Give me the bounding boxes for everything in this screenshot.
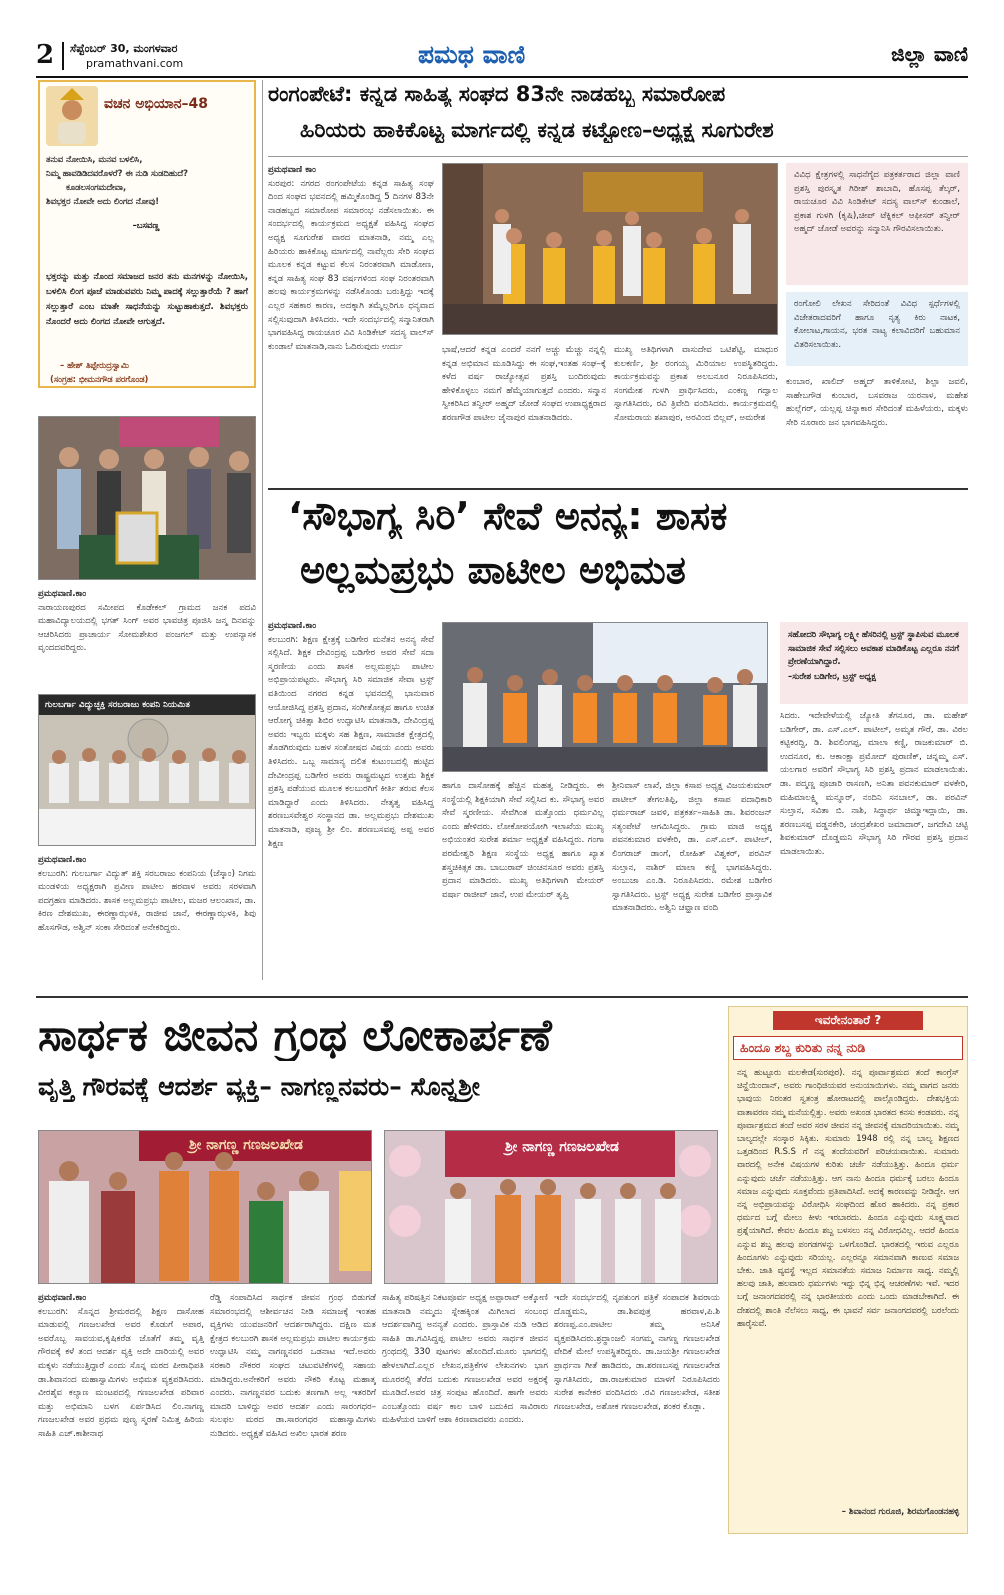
masthead-logo: ಪಮಥ ವಾಣಿ [418, 40, 526, 69]
story4-byline: ಪ್ರಮಥವಾಣಿ.ಕಾಂ [268, 621, 317, 631]
vachana-line: ಕೂಡಲಸಂಗಮದೇವಾ, [66, 182, 127, 192]
story1-rule [268, 156, 968, 157]
story4-column-1 [268, 620, 434, 990]
column-rule [262, 80, 263, 980]
story4-quote: ಸಹೋದರಿ ಸೌಭಾಗ್ಯ ಲಕ್ಷ್ಮೀ ಹೆಸರಿನಲ್ಲಿ ಟ್ರಸ್ಟ್ ಸ್ಥಾಪಿಸುವ ಮೂಲಕ ಸಾಮಾಜಿಕ ಸೇವೆ ಸಲ್ಲಿಸಲು ಅವಕಾಶ ಮಾಡಿಕೊಟ್ಟ ಎಲ್ಲರೂ ನನಗೆ ಪ್ರೇರಣೆಯಾಗಿದ್ದಾರೆ. [788, 629, 960, 667]
story5-body-1: ಕಲಬುರಗಿ: ಸೊನ್ನದ ಶ್ರೀಮಠದಲ್ಲಿ ಶಿಕ್ಷಣ ದಾಸೋಹ ಮಾಡುವಲ್ಲಿ ಗಣಜಲಖೇಡ ಅವರ ಕೊಡುಗೆ ಅಪಾರ, ಅವರೊಬ್ಬ ಸಾವಯವ,ಕೃಷಿಕರೆಡ ಜೊತೆಗೆ ತಮ್ಮ ವೃತ್ತಿ ಗೌರವಕ್ಕೆ ಕಳೆ ತಂದ ಆದರ್ಶ ವ್ಯಕ್ತಿ ಅದೇ ದಾರಿಯಲ್ಲಿ ಅವರ ಮಕ್ಕಳು ನಡೆಯುತ್ತಿದ್ದಾರೆ ಎಂದು ಸೊನ್ನ ಮಠದ ಪೀಠಾಧಿಪತಿ ಡಾ.ಶಿವಾನಂದ ಮಹಾಸ್ವಾಮಿಗಳು ಅಭಿಮತ ವ್ಯಕ್ತಪಡಿಸಿದರು. ವೀರಶೈವ ಕಲ್ಯಾಣ ಮಂಟಪದಲ್ಲಿ ಗಣಜಲಖೇಡ ಪರಿವಾರ ಮತ್ತು ಅಭಿಮಾನಿ ಬಳಗ ಏರ್ಪಡಿಸಿದ ಲಿಂ.ನಾಗಣ್ಣ ಗಣಜಲಖೇಡ ಅವರ ಪ್ರಥಮ ಪುಣ್ಯ ಸ್ಮರಣೆ ನಿಮಿತ್ತ ಹಿರಿಯ ಸಾಹಿತಿ ಎಚ್.ಕಾಶೀನಾಥ [38, 1306, 204, 1439]
opinion-credit: – ಶಿವಾನಂದ ಗುರೂಜಿ, ಶಿರಮಗೊಂಡನಹಳ್ಳಿ [841, 1506, 959, 1516]
story1-photo [442, 163, 778, 335]
story4-quote-credit: –ಸುರೇಶ ಬಡಿಗೇರ, ಟ್ರಸ್ಟ್ ಅಧ್ಯಕ್ಷ [788, 670, 876, 681]
story4-body-1: ಕಲಬುರಗಿ: ಶಿಕ್ಷಣ ಕ್ಷೇತ್ರಕ್ಕೆ ಬಡಿಗೇರ ಮನೆತನ ಅನನ್ಯ ಸೇವೆ ಸಲ್ಲಿಸಿದೆ. ಶಿಕ್ಷಕ ದೇವಿಂದ್ರಪ್ಪ ಬಡಿಗೇರ ಅವರ ಸೇವೆ ಸದಾ ಸ್ಮರಣೀಯ ಎಂದು ಶಾಸಕ ಅಲ್ಲಮಪ್ರಭು ಪಾಟೀಲ ಅಭಿಪ್ರಾಯಪಟ್ಟರು. ಸೌಭಾಗ್ಯ ಸಿರಿ ಸಮಾಜಿಕ ಸೇವಾ ಟ್ರಸ್ಟ್ ವತಿಯಿಂದ ನಗರದ ಕನ್ನಡ ಭವನದಲ್ಲಿ ಭಾನುವಾರ ಆಯೋಜಿಸಿದ್ದ ಪ್ರಶಸ್ತಿ ಪ್ರದಾನ, ಸಂಗೀತೋತ್ಸವ ಹಾಗೂ ಉಚಿತ ಆರೋಗ್ಯ ಚಿಕಿತ್ಸಾ ಶಿಬಿರ ಉದ್ಘಾಟಿಸಿ ಮಾತನಾಡಿ, ದೇವಿಂದ್ರಪ್ಪ ಅವರು ಇಬ್ಬರು ಮಕ್ಕಳು ಸಹ ಶಿಕ್ಷಣ, ಸಾಮಾಜಿಕ ಕ್ಷೇತ್ರದಲ್ಲಿ ತೊಡಗಿರುವುದು ಬಹಳ ಸಂತೋಷದ ವಿಷಯ ಎಂದು ಅವರು ತಿಳಿಸಿದರು. ಒಬ್ಬ ಸಾಮಾನ್ಯ ದಲಿತ ಕುಟುಂಬದಲ್ಲಿ ಹುಟ್ಟಿದ ದೇವೀಂದ್ರಪ್ಪ ಬಡಿಗೇರ ಅವರು ರಾಷ್ಟ್ರಮಟ್ಟದ ಉತ್ತಮ ಶಿಕ್ಷಕ ಪ್ರಶಸ್ತಿ ಪಡೆಯುವ ಮೂಲಕ ಕಲಬುರಗಿಗೆ ಕೀರ್ತಿ ತರುವ ಕೆಲಸ ಮಾಡಿದ್ದಾರೆ ಎಂದು ತಿಳಿಸಿದರು. ನೇತೃತ್ವ ವಹಿಸಿದ್ದ ಶರಣಬಸವೇಶ್ವರ ಸಂಸ್ಥಾನದ ಡಾ. ಅಲ್ಲಮಪ್ರಭು ದೇಶಮುಖ ಮಾತನಾಡಿ, ಪೂಜ್ಯ ಶ್ರೀ ಲಿಂ. ಶರಣಬಸವಪ್ಪ ಅಪ್ಪ ಅವರ ಶಿಕ್ಷಣ [268, 634, 434, 849]
story5-headline: ಸಾರ್ಥಕ ಜೀವನ ಗ್ರಂಥ ಲೋಕಾರ್ಪಣೆ [38, 1010, 552, 1061]
story1-headline: ರಂಗಂಪೇಟೆ: ಕನ್ನಡ ಸಾಹಿತ್ಯ ಸಂಘದ 83ನೇ ನಾಡಹಬ್ಬ ಸಮಾರೋಪ [268, 82, 726, 106]
header-divider [62, 42, 64, 70]
story1-body-2: ಭಾಷೆ,ಆದರೆ ಕನ್ನಡ ಎಂದರೆ ನನಗೆ ಅಚ್ಚು ಮೆಚ್ಚು ನನ್ನಲ್ಲಿ ಕನ್ನಡ ಅಭಿಮಾನ ಮೂಡಿಸಿದ್ದು ಈ ಸಂಘ,ಇಂತಹ ಸಂಘ–ಕ್ಕೆ ಕಳೆದ ವರ್ಷ ರಾಜ್ಯೋತ್ಸವ ಪ್ರಶಸ್ತಿ ಬಂದಿರುವುದು ಹೇಳಿಕೊಳ್ಳಲು ನಮಗೆ ಹೆಮ್ಮೆಯಾಗುತ್ತದೆ ಎಂದರು. ಸನ್ಮಾನ ಸ್ವೀಕರಿಸಿದ ತನ್ವೀರ್ ಅಹ್ಮದ್ ಜೋಡೆ ಸಂಘದ ಉಪಾಧ್ಯಕ್ಷರಾದ ಶರಣಗೌಡ ಪಾಟೀಲ ಜೈನಾಪುರ ಮಾತನಾಡಿದರು. [442, 345, 606, 423]
story4-column-2 [442, 780, 604, 990]
story1-body: ಸುರಪುರ: ನಗರದ ರಂಗಂಪೇಟೆಯ ಕನ್ನಡ ಸಾಹಿತ್ಯ ಸಂಘ ದಿಂದ ಸಂಘದ ಭವನದಲ್ಲಿ ಹಮ್ಮಿಕೊಂಡಿದ್ದ 5 ದಿನಗಳ 83ನೇ ನಾಡಹಬ್ಬದ ಸಮಾರೋಪ ಸಮಾರಂಭ ನಡೆಸಲಾಯಿತು. ಈ ಸಂದರ್ಭದಲ್ಲಿ ಕಾರ್ಯಕ್ರಮದ ಅಧ್ಯಕ್ಷತೆ ವಹಿಸಿದ್ದ ಸಂಘದ ಅಧ್ಯಕ್ಷ ಸೂಗುರೇಶ ವಾರದ ಮಾತನಾಡಿ, ನಮ್ಮ ಎಲ್ಲ ಹಿರಿಯರು ಹಾಕಿಕೊಟ್ಟ ಮಾರ್ಗದಲ್ಲಿ ನಾವೆಲ್ಲರು ಸೇರಿ ಸಂಘದ ಮೂಲಕ ಕನ್ನಡ ಕಟ್ಟುವ ಕೆಲಸ ನಿರಂತರವಾಗಿ ಮಾಡೋಣ, ಕನ್ನಡ ಸಾಹಿತ್ಯ ಸಂಘ 83 ವರ್ಷಗಳಿಂದ ಸಂಘ ನಿರಂತರವಾಗಿ ಹಲವು ಕಾರ್ಯಕ್ರಮಗಳನ್ನು ನಡೆಸಿಕೊಂಡು ಬರುತ್ತಿದ್ದು ಇದಕ್ಕೆ ಎಲ್ಲರ ಸಹಕಾರ ಕಾರಣ, ಅದಕ್ಕಾಗಿ ತಮ್ಮೆಲ್ಲರಿಗೂ ಧನ್ಯವಾದ ಸಲ್ಲಿಸುವುದಾಗಿ ತಿಳಿಸಿದರು. ಇದೇ ಸಂದರ್ಭದಲ್ಲಿ ಸನ್ಮಾನಿತರಾಗಿ ಭಾಗವಹಿಸಿದ್ದ ರಾಯಚೂರ ವಿವಿ ಸಿಂಡಿಕೇಟ್ ಸದಸ್ಯ ವಾಲ್‌ಸ್ ಕುಂಡಾಲೆ ಮಾತನಾಡಿ,ನಾನು ಓದಿರುವುದು ಉರ್ದು [268, 178, 434, 352]
story3-byline: ಪ್ರಮಥವಾಣಿ.ಕಾಂ [38, 855, 87, 865]
opinion-headline: ಹಿಂದೂ ಶಬ್ದ ಕುರಿತು ನನ್ನ ನುಡಿ [733, 1036, 963, 1060]
story5-column-3 [382, 1292, 548, 1532]
story2-text [38, 588, 256, 674]
story2-byline: ಪ್ರಮಥವಾಣಿ.ಕಾಂ [38, 589, 87, 599]
story1-column-4 [786, 376, 968, 480]
story1-body-4: ಕುಂಬಾರ, ಖಾಲಿದ್ ಅಹ್ಮದ್ ತಾಳಿಕೋಟಿ, ಶಿಲ್ಪಾ ಜವಲಿ, ಸಾಹೇಬಗೌಡ ಕುಂಬಾರ, ಬಸವರಾಜ ಯರನಾಳ, ಮಹೇಶ ಹುಲ್ಲೆಗರ್, ಯಲ್ಲಪ್ಪ ಚಿನ್ನಾಕಾರ ಸೇರಿದಂತೆ ಮಹಿಳೆಯರು, ಮಕ್ಕಳು ಸೇರಿ ನೂರಾರು ಜನ ಭಾಗವಹಿಸಿದ್ದರು. [786, 377, 968, 428]
story4-body-4: ಸಿದರು. ಇದೇವೇಳೆಯಲ್ಲಿ ಜ್ಯೋತಿ ತೆಗನೂರ, ಡಾ. ಮಹೇಶ್ ಬಡಿಗೇರ್, ಡಾ. ಎಸ್.ಎಲ್. ಪಾಟೀಲ್, ಅಮೃತ ಗೌರೆ, ಡಾ. ವಿಠಲ ಕಟ್ಟಿಕರದ್ದಿ, ಡಿ. ಶಿವಲಿಂಗಪ್ಪ, ಮಾಲಾ ಕಣ್ಣಿ, ರಾಜಕುಮಾರ್ ಬಿ. ಉದನೂರ, ಕು. ಆಕಾಂಕ್ಷಾ ಪ್ರಮೋದ್ ಪುರಾಣಿಕ್, ಚನ್ನಮ್ಮ ಎಸ್. ಯಲಗಾರ ಅವರಿಗೆ ಸೌಭಾಗ್ಯ ಸಿರಿ ಪ್ರಶಸ್ತಿ ಪ್ರದಾನ ಮಾಡಲಾಯಿತು. ಡಾ. ಪದ್ಮಣ್ಣ ಪೂಜಾರಿ ರಾಸಣಗಿ, ಅನಿತಾ ಪವನಕುಮಾರ್ ವಳಕೇರಿ, ಮಹಿಮಾಲಕ್ಷ್ಮಿ ಮನ್ನೂರ್, ನಂದಿನಿ ಸನಬಾಲ್, ಡಾ. ಪರವಿನ್ ಸುಲ್ತಾನ, ಸವಿತಾ ಬಿ. ನಾಶಿ, ಸಿದ್ಧಾರ್ಥ ಚಿಮ್ಮಾಇದ್ಲಾಯಿ, ಡಾ. ಶರಣಬಸಪ್ಪ ವಡ್ಡನಕೇರಿ, ಚಂದ್ರಶೇಖರ ಜಮಾದಾರ್, ಜಗದೇವಿ ಚಟ್ಟಿ ಶಿವಕುಮಾರ್ ದೊಡ್ಡಮನಿ ಸೌಭಾಗ್ಯ ಸಿರಿ ಗೌರವ ಪ್ರಶಸ್ತಿ ಪ್ರದಾನ ಮಾಡಲಾಯಿತು. [780, 711, 968, 857]
story1-subheadline: ಹಿರಿಯರು ಹಾಕಿಕೊಟ್ಟ ಮಾರ್ಗದಲ್ಲಿ ಕನ್ನಡ ಕಟ್ಟೋಣ–ಅಧ್ಯಕ್ಷ ಸೂಗುರೇಶ [300, 118, 774, 142]
vachana-author: –ಬಸವಣ್ಣ [132, 220, 160, 230]
story4-quote-box [780, 622, 968, 704]
vachana-verse [46, 152, 246, 231]
story2-body: ನಾರಾಯಣಪುರದ ಸಮೀಪದ ಕೊಡೇಕಲ್ ಗ್ರಾಮದ ಜನಕ ಪದವಿ ಮಹಾವಿದ್ಯಾಲಯದಲ್ಲಿ ಭಗತ್ ಸಿಂಗ್ ಅವರ ಭಾವಚಿತ್ರ ಪೂಜಿಸಿ ಜನ್ಮ ದಿನವನ್ನು ಆಚರಿಸಿದರು ಪ್ರಾಚಾರ್ಯ ಸೋಮಶೇಖರ ಪಂಜಗಲ್ ಮತ್ತು ಉಪನ್ಯಾಸಕ ವೃಂದದವರಿದ್ದರು. [38, 602, 256, 654]
story4-column-4 [780, 710, 968, 990]
story3-body: ಕಲಬುರಗಿ: ಗುಲಬರ್ಗಾ ವಿದ್ಯುತ್ ಶಕ್ತಿ ಸರಬರಾಜು ಕಂಪನಿಯ (ಜೆಸ್ಕಾಂ) ನಿಗಮ ಮಂಡಳಿಯ ಅಧ್ಯಕ್ಷರಾಗಿ ಪ್ರವೀಣ ಪಾಟೀಲ ಹರವಾಳ ಅವರು ಸರಳವಾಗಿ ಪದಗ್ರಹಣ ಮಾಡಿದರು. ಶಾಸಕ ಅಲ್ಲಮಪ್ರಭು ಪಾಟೀಲ, ಮಜರ ಆಲಂಖಾನ, ಡಾ. ಕಿರಣ ದೇಶಮುಖ, ಈರಣ್ಣಾಝಳಕಿ, ರಾಜೀವ ಜಾನೆ, ಈರಣ್ಣಾಝಳಕಿ, ಶಿವು ಹೊಸಗೌಡ, ಅಶ್ವಿನ್ ಸಂಕಾ ಸೇರಿದಂತೆ ಅನೇಕರಿದ್ದರು. [38, 868, 256, 933]
story5-photo-right [384, 1130, 718, 1284]
page-header [36, 40, 968, 74]
story1-honorees: ವಿವಿಧ ಕ್ಷೇತ್ರಗಳಲ್ಲಿ ಸಾಧನೆಗೈದ ಪತ್ರಕರ್ತರಾದ ಜಿಲ್ಲಾ ವಾಣಿ ಪ್ರಶಸ್ತಿ ಪುರಸ್ಕೃತ ಗಿರೀಶ್ ಶಾಬಾದಿ, ಹೊಸಪ್ಪ ತೆಲ್ಕರ್, ರಾಯಚೂರ ವಿವಿ ಸಿಂಡಿಕೇಟ್ ಸದಸ್ಯ ವಾಲ್‌ಸ್ ಕುಂಡಾಲೆ, ಪ್ರಕಾಶ ಗುಳಗಿ (ಕೃಷಿ),ಚೀಪ್ ಟೆಕ್ನಿಕಲ್ ಆಫೀಸರ್ ತನ್ವೀರ್ ಅಹ್ಮದ್ ಜೋಡೆ ಅವರನ್ನು ಸನ್ಮಾನಿಸಿ ಗೌರವಿಸಲಾಯಿತು. [794, 170, 960, 235]
story5-column-4 [554, 1292, 720, 1532]
story1-column-3 [614, 344, 778, 480]
story4-top-rule [268, 488, 968, 490]
opinion-box [728, 1006, 968, 1534]
story4-column-3 [612, 780, 772, 990]
story5-photo-left [38, 1130, 372, 1284]
section-title: ಜಿಲ್ಲಾ ವಾಣಿ [891, 42, 968, 66]
story5-column-1 [38, 1292, 204, 1532]
story5-photo-right-banner: ಶ್ರೀ ನಾಗಣ್ಣ ಗಣಜಲಖೇಡ [505, 1139, 619, 1155]
story1-winners: ರಂಗೋಲಿ ಲೇಖನ ಸೇರಿದಂತೆ ವಿವಿಧ ಸ್ಪರ್ಧೆಗಳಲ್ಲಿ ವಿಜೇತರಾದವರಿಗೆ ಹಾಗೂ ನೃತ್ಯ ಕಿರು ನಾಟಕ, ಕೋಲಾಟ,ಗಾಯನ, ಭರತ ನಾಟ್ಯ ಕಲಾವಿದರಿಗೆ ಬಹುಮಾನ ವಿತರಿಸಲಾಯಿತು. [794, 299, 960, 350]
story4-body-3: ಶ್ರೀನಿವಾಸ್ ಲಾಖೆ, ಜಿಲ್ಲಾ ಕಸಾಪ ಅಧ್ಯಕ್ಷ ವಿಜಯಕುಮಾರ್ ಪಾಟೀಲ್ ತೇಗಲತಿಪ್ಪಿ, ಜಿಲ್ಲಾ ಕಸಾಪ ಪದಾಧಿಕಾರಿ ಧರ್ಮರಾಜ್ ಜವಳಿ, ಪತ್ರಕರ್ತ–ಸಾಹಿತಿ ಡಾ. ಶಿವರಂಜನ್ ಸತ್ಯಂಪೇಟೆ ಆಗಮಿಸಿದ್ದರು. ಗ್ರಾಮ ಮಾಜಿ ಅಧ್ಯಕ್ಷ ಪವನಕುಮಾರ ವಳಕೇರಿ, ಡಾ. ಎಸ್.ಎಲ್. ಪಾಟೀಲ್, ಲಿಂಗರಾಜ್ ಡಾಂಗೆ, ರೋಹಿತ್ ವಿಶ್ವಕರ್, ಪರವಿನ್ ಸುಲ್ತಾನ, ನಾಶಿರ್ ಮಾಲಾ ಕಣ್ಣಿ ಭಾಗವಹಿಸಿದ್ದರು. ಅಂಬುಜಾ ಎಂ.ಡಿ. ನಿರೂಪಿಸಿದರು. ರಮೇಶ ಬಡಿಗೇರ ಸ್ವಾಗತಿಸಿದರು. ಟ್ರಸ್ಟ್ ಅಧ್ಯಕ್ಷ ಸುರೇಶ ಬಡಿಗೇರ ಪ್ರಾಸ್ತಾವಿಕ ಮಾತನಾಡಿದರು. ಅಶ್ವಿನಿ ಚವ್ಹಾಣ ವಂದಿ [612, 781, 772, 914]
vachana-title: ವಚನ ಅಭಿಯಾನ–48 [104, 96, 209, 112]
story5-body-3: ಸಾಹಿತ್ಯ ಪರಿಷತ್ತಿನ ನಿಕಟಪೂರ್ವ ಅಧ್ಯಕ್ಷ ಅಪ್ಪಾರಾವ್ ಅಕ್ಕೋಣಿ ಮಾತನಾಡಿ ನಮ್ಮದು ಸ್ನೇಹಕ್ಕಿಂತ ಮಿಗಿಲಾದ ಸಂಬಂಧ ಆದರ್ಶವಾಗಿದ್ದ ಅನನ್ಯತೆ ಎಂದರು. ಪ್ರಾಸ್ತಾವಿಕ ನುಡಿ ಆಡಿದ ಸಾಹಿತಿ ಡಾ.ಗವಿಸಿದ್ದಪ್ಪ ಪಾಟೀಲ ಅವರು ಸಾರ್ಥಕ ಜೀವನ ಗ್ರಂಥದಲ್ಲಿ 330 ಪುಟಗಳು ಹೊಂದಿದೆ.ಮೂರು ಭಾಗದಲ್ಲಿ ಹೇಳಲಾಗಿದೆ.ಎಲ್ಲರ ಲೇಖನ,ಪತ್ರಿಕೆಗಳ ಲೇಖನಗಳು ಭಾಗ ಮೂರರಲ್ಲಿ ತೆರೆದ ಬದುಕು ಗಣಜಲಖೇಡ ಅವರ ಅಕ್ಷರಕ್ಕೆ ಮೂಡಿದೆ.ಅವರ ಚಿತ್ರ ಸಂಪುಟ ಹೊಂದಿದೆ. ಹಾಗೇ ಅವರು ಎಂಬತ್ತೊಂದು ವರ್ಷ ಕಾಲ ಬಾಳಿ ಬದುಕಿದ ಸಾವಿರಾರು ಮಹಿಳೆಯರ ಬಾಳಿಗೆ ಆಶಾ ಕಿರಣವಾದವರು ಎಂದರು. [382, 1293, 548, 1426]
vachana-line: ತನುವ ನೋಯಿಸಿ, ಮನವ ಬಳಲಿಸಿ, [46, 154, 143, 164]
story5-body-4: ಇದೇ ಸಂದರ್ಭದಲ್ಲಿ ನೃಪತುಂಗ ಪತ್ರಿಕೆ ಸಂಪಾದಕ ಶಿವರಾಯ ದೊಡ್ಡಮನಿ, ಡಾ.ಶಿವಪುತ್ರ ಹರವಾಳ,ಪಿ.ಶಿ ಶರಣಪ್ಪ.ಎಂ.ಪಾಟೀಲ ತಮ್ಮ ಅನಿಸಿಕೆ ವ್ಯಕ್ತಪಡಿಸಿದರು.ಶ್ರದ್ಧಾಂಜಲಿ ಸಂಗಮ್ಮ ನಾಗಣ್ಣ ಗಣಜಲಖೇಡ ವೇದಿಕೆ ಮೇಲೆ ಉಪಸ್ಥಿತರಿದ್ದರು. ಡಾ.ಜಯಶ್ರೀ ಗಣಜಲಖೇಡ ಪ್ರಾರ್ಥನಾ ಗೀತೆ ಹಾಡಿದರು, ಡಾ.ಶರಣಬಸಪ್ಪ ಗಣಜಲಖೇಡ ಸ್ವಾಗತಿಸಿದರು, ಡಾ.ರಾಜಕುಮಾರ ಮಾಳಗೆ ನಿರೂಪಿಸಿದರು ಸುರೇಶ ಕಾನೇಕರ ವಂದಿಸಿದರು .ರವಿ ಗಣಜಲಖೇಡ, ಸತೀಶ ಗಣಜಲಖೇಡ, ಅಶೋಕ ಗಣಜಲಖೇಡ, ಶಂಕರ ಕೊಡ್ಲಾ. [554, 1293, 720, 1412]
vachana-box [38, 80, 256, 388]
story5-subheadline: ವೃತ್ತಿ ಗೌರವಕ್ಕೆ ಆದರ್ಶ ವ್ಯಕ್ತಿ– ನಾಗಣ್ಣನವರು– ಸೊನ್ನಶ್ರೀ [38, 1072, 480, 1101]
story5-body-2: ರೆಡ್ಡಿ ಸಂಪಾದಿಸಿದ ಸಾರ್ಥಕ ಜೀವನ ಗ್ರಂಥ ಬಿಡುಗಡೆ ಸಮಾರಂಭದಲ್ಲಿ ಆಶೀರ್ವಚನ ನೀಡಿ ಸಮಾಜಕ್ಕೆ ಇಂತಹ ವ್ಯಕ್ತಿಗಳು ಯುವಜನರಿಗೆ ಆದರ್ಶರಾಗಿದ್ದರು. ದಕ್ಷಿಣ ಮತ ಕ್ಷೇತ್ರದ ಕಲಬುರಗಿ ಶಾಸಕ ಅಲ್ಲಮಪ್ರಭು ಪಾಟೀಲ ಕಾರ್ಯಕ್ರಮ ಉದ್ಘಾಟಿಸಿ ನಮ್ಮ ನಾಗಣ್ಣನವರ ಒಡನಾಟ ಇದೆ.ಅವರು ಸರಕಾರಿ ನೌಕರರ ಸಂಘದ ಚಟುವಟಿಕೆಗಳಲ್ಲಿ ಸಹಾಯ ಮಾಡಿದ್ದರು.ಅನೇಕರಿಗೆ ಅವರು ನೌಕರಿ ಕೊಟ್ಟ ಮಹಾತ್ಮ ಎಂದರು. ನಾಗಣ್ಣನವರ ಬದುಕು ತಣಗಾಗಿ ಅಲ್ಲ ಇತರರಿಗೆ ಮಾದರಿ ಬಾಳಿದ್ದು ಅವರ ಆದರ್ಶ ಎಂದು ಸಾರಂಗಧರ– ಸುಲಫಲ ಮಠದ ಡಾ.ಸಾರಂಗಧರ ಮಹಾಸ್ವಾಮಿಗಳು ನುಡಿದರು. ಅಧ್ಯಕ್ಷತೆ ವಹಿಸಿದ ಅಖಿಲ ಭಾರತ ಶರಣ [210, 1293, 376, 1439]
opinion-body: ನನ್ನ ಹುಟ್ಟೂರು ಮಲಕೇಡ(ಸುರಪುರ). ನನ್ನ ಪೂರ್ವಾಶ್ರಮದ ತಂದೆ ಕಾಂಗ್ರೆಸ್ ಚಿನ್ಹೆಯಿಂದಾನ್, ಅವರು ಗಾಂಧಿಜಿಯವರ ಅನುಯಾಯಿಗಳು. ನಮ್ಮ ವಾಗದ ಜನರು ಭಾವುಯ ನಿರಂತರ ಸ್ವತಂತ್ರ ಹೋರಾಟದಲ್ಲಿ ಪಾಲ್ಗೊಂಡಿದ್ದರು. ದೇಶಭಕ್ತಿಯ ವಾತಾವರಣ ನಮ್ಮ ಮನೆಯಲ್ಲಿತ್ತು. ಅವರು ಅಖಂಡ ಭಾರತದ ಕನಸು ಕಂಡವರು. ನನ್ನ ಪೂರ್ವಾಶ್ರಮದ ತಂದೆ ಅವರ ಸರಳ ಜೀವನ ನನ್ನ ಜೀವನಕ್ಕೆ ಮಾದರಿಯಾಯಿತು. ನಮ್ಮ ಬಾಲ್ಯದಲ್ಲೇ ಸಂಸ್ಕಾರ ಸಿಕ್ಕಿತು. ಸುಮಾರು 1948 ರಲ್ಲಿ ನನ್ನ ಬಾಲ್ಯ ಶಿಕ್ಷಣದ ಒತ್ತಡದಿಂದ R.S.S ಗೆ ನನ್ನ ತಂದೆಯವರಿಗೆ ಪರಿಚಯವಾಯಿತು. ಸುಮಾರು ವಾರದಲ್ಲಿ ಅನೇಕ ವಿಷಯಗಳ ಕುರಿತು ಚರ್ಚೆ ನಡೆಯುತ್ತಿತ್ತು. ಹಿಂದೂ ಧರ್ಮ ಎನ್ನುವುದು ಚರ್ಚೆ ನಡೆಯುತ್ತಿತ್ತು. ಆಗ ನಾನು ಹಿಂದೂ ಧರ್ಮಕ್ಕೆ ಬರಲು ಹಿಂದೂ ಸಮಾಜ ಎನ್ನುವುದು ಸೂಕ್ತವೆಂದು ಪ್ರತಿಪಾದಿಸಿದೆ. ಅದಕ್ಕೆ ಕಾರಣವನ್ನು ನೀಡಿದ್ದೇ. ಆಗ ನನ್ನ ಅಭಿಪ್ರಾಯವನ್ನು ವಿರೋಧಿಸಿ ಸಂಘದಿಂದ ಹೊರ ಹಾಕಿದರು. ನನ್ನ ಪ್ರಕಾರ ಧರ್ಮದ ಬಗ್ಗೆ ಮೇಲು ಕೀಳು ಇರಬಾರದು. ಹಿಂದೂ ಎನ್ನುವುದು ಸೂಕ್ಷ್ಮವಾದ ಪ್ರಶ್ನೆಯಾಗಿದೆ. ಕೇವಲ ಹಿಂದೂ ಶಬ್ದ ಬಳಸಲು ನನ್ನ ವಿರೋಧವಿಲ್ಲ. ಆದರೆ ಹಿಂದೂ ಎನ್ನುವ ಶಬ್ದ ಹಲವು ಪಂಗಡಗಳನ್ನು ಒಳಗೊಂಡಿದೆ. ಭಾರತದಲ್ಲಿ ಇರುವ ಎಲ್ಲರೂ ಹಿಂದೂಗಳು ಎನ್ನುವುದು ಸರಿಯಲ್ಲ. ಎಲ್ಲರನ್ನೂ ಸಮಾನವಾಗಿ ಕಾಣುವ ಸಮಾಜ ಬೇಕು. ಜಾತಿ ವ್ಯವಸ್ಥೆ ಇಲ್ಲದ ಸಮಾನತೆಯ ಸಮಾಜ ನಿರ್ಮಾಣ ಸಾಧ್ಯ. ನಮ್ಮಲ್ಲಿ ಹಲವು ಜಾತಿ, ಹಲವಾರು ಧರ್ಮಗಳು ಇದ್ದು ಭಿನ್ನ ಭಿನ್ನ ಆಚರಣೆಗಳು ಇವೆ. ಇದರ ಬಗ್ಗೆ ಜನಾಂಗದವರಲ್ಲಿ ನನ್ನ ಭಾರತೀಯರು ಎಂದು ಒಂದು ಮಾಡಬೇಕಾಗಿದೆ. ಈ ದೇಶದಲ್ಲಿ ಶಾಂತಿ ನೆಲೆಸಲು ಸಾಧ್ಯ, ಈ ಭಾವನೆ ಸರ್ವ ಜನಾಂಗದವರಲ್ಲಿ ಬರಲೆಂದು ಹಾರೈಸುವೆ. [737, 1067, 959, 1328]
story1-column-2 [442, 344, 606, 480]
story5-column-2 [210, 1292, 376, 1532]
section-rule [36, 996, 968, 998]
story3-photo [38, 694, 256, 846]
story1-byline: ಪ್ರಮಥವಾಣಿ ಕಾಂ [268, 165, 316, 175]
story3-banner: ಗುಲಬರ್ಗಾ ವಿದ್ಯುಚ್ಛಕ್ತಿ ಸರಬರಾಜು ಕಂಪನಿ ನಿಯಮಿತ [39, 695, 256, 715]
story4-subheadline: ಅಲ್ಲಮಪ್ರಭು ಪಾಟೀಲ ಅಭಿಮತ [300, 548, 686, 592]
header-rule [36, 76, 968, 78]
vachana-line: ನಿಮ್ಮ ಹಾವಡಿಡಿದವರೊಳರೆ? ಈ ನುಡಿ ಸುಡದಿಹುದೆ? [46, 168, 188, 178]
header-date: ಸೆಪ್ಟೆಂಬರ್ 30, ಮಂಗಳವಾರ [70, 42, 178, 55]
vachana-credit: – ಹೇಶ್ ತಿಪ್ಪೇರುದ್ರಸ್ವಾಮಿ [60, 360, 129, 370]
story4-headline: ‘ಸೌಭಾಗ್ಯ ಸಿರಿ’ ಸೇವೆ ಅನನ್ಯ: ಶಾಸಕ [288, 494, 728, 538]
story4-body-2: ಹಾಗೂ ದಾಸೋಹಕ್ಕೆ ಹೆಚ್ಚಿನ ಮಹತ್ವ ನೀಡಿದ್ದರು. ಈ ಸಂಸ್ಥೆಯಲ್ಲಿ ಶಿಕ್ಷಕಿಯಾಗಿ ಸೇವೆ ಸಲ್ಲಿಸಿದ ಕು. ಸೌಭಾಗ್ಯ ಅವರ ಸೇವೆ ಸ್ಮರಣೀಯ. ಸೇವೆಗಿಂತ ಮತ್ತೊಂದು ಧರ್ಮವಿಲ್ಲ ಎಂದು ಹೇಳಿದರು. ಲೋಕೋಪಯೋಗಿ ಇಲಾಖೆಯ ಮುಖ್ಯ ಅಭಿಯಂತರ ಸುರೇಶ ಶರ್ಮಾ ಅಧ್ಯಕ್ಷತೆ ವಹಿಸಿದ್ದರು. ಗಂಗಾ ಪರಮೇಶ್ವರಿ ಶಿಕ್ಷಣ ಸಂಸ್ಥೆಯ ಅಧ್ಯಕ್ಷ ಹಾಗೂ ಖ್ಯಾತ ಶಸ್ತ್ರಚಿಕಿತ್ಸಕ ಡಾ. ಬಾಬುರಾವ್ ಚಿಂಚನಸೂರ ಅವರು ಪ್ರಶಸ್ತಿ ಪ್ರದಾನ ಮಾಡಿದರು. ಮುಖ್ಯ ಅತಿಥಿಗಳಾಗಿ ಮೇಯರ್ ವರ್ಷಾ ರಾಜೀವ್ ಜಾನೆ, ಉಪ ಮೇಯರ್ ತೃಪ್ತಿ [442, 781, 604, 900]
story1-body-3: ಮುಖ್ಯ ಅತಿಥಿಗಳಾಗಿ ವಾಸುದೇವ ಒಟಿಶೆಟ್ಟಿ, ಮಾಧುರ ಕುಲಕರ್ಣಿ, ಶ್ರೀ ರಂಗಯ್ಯ ಮಿರಿಯಾಲ ಉಪಸ್ಥಿತರಿದ್ದರು. ಕಾರ್ಯಕ್ರಮವನ್ನು ಪ್ರಕಾಶ ಅಲಬನೂರ ನಿರೂಪಿಸಿದರು, ಸಂಗಮೇಶ ಗುಳಗಿ ಪ್ರಾರ್ಥಿಸಿದರು, ಎಂಕಣ್ಣ ಗದ್ವಾಲ ಸ್ವಾಗತಿಸಿದರು, ರವಿ ತ್ರಿವೇದಿ ವಂದಿಸಿದರು. ಕಾರ್ಯಕ್ರಮದಲ್ಲಿ ಸೋಮರಾಯ ಶಖಾಪುರ, ಅರವಿಂದ ಬಿಲ್ಲವ್, ಅಮರೇಶ [614, 345, 778, 423]
story1-winners-box [786, 292, 968, 366]
story1-column-1 [268, 164, 434, 480]
opinion-section-label: ಇವರೇನಂತಾರೆ ? [773, 1011, 923, 1030]
header-website[interactable]: pramathvani.com [86, 57, 184, 70]
story1-honorees-box [786, 163, 968, 285]
story3-text [38, 854, 256, 986]
story4-photo [442, 622, 768, 772]
vachana-compiler: (ಸಂಗ್ರಹ: ಭೀಮನಗೌಡ ಪರಗೊಂಡ) [50, 374, 149, 384]
story5-byline: ಪ್ರಮಥವಾಣಿ.ಕಾಂ [38, 1293, 87, 1303]
vachana-line: ಶಿವಭಕ್ತರ ನೋವೇ ಅದು ಲಿಂಗದ ನೋವು! [46, 196, 160, 206]
basavanna-portrait [46, 86, 98, 146]
story2-photo [38, 416, 256, 580]
page-number: 2 [36, 40, 55, 70]
story5-photo-left-banner: ಶ್ರೀ ನಾಗಣ್ಣ ಗಣಜಲಖೇಡ [189, 1137, 303, 1153]
vachana-explanation: ಭಕ್ತರನ್ನು ಮತ್ತು ನೊಂದ ಸಮಾಜದ ಜನರ ತನು ಮನಗಳನ್ನು ನೋಯಿಸಿ, ಬಳಲಿಸಿ ಲಿಂಗ ಪೂಜೆ ಮಾಡುವವರು ನಿಮ್ಮ ಪಾದಕ್ಕೆ ಸಲ್ಲುತ್ತಾರೆಯೆ ? ಹಾಗೆ ಸಲ್ಲುತ್ತಾರೆ ಎಂಬ ಮಾತೇ ಸಾಧನೆಯನ್ನು ಸುಟ್ಟುಹಾಕುತ್ತದೆ. ಶಿವಭಕ್ತರು ನೊಂದರೆ ಅದು ಲಿಂಗದ ನೋವೇ ಆಗುತ್ತದೆ. [46, 272, 248, 327]
